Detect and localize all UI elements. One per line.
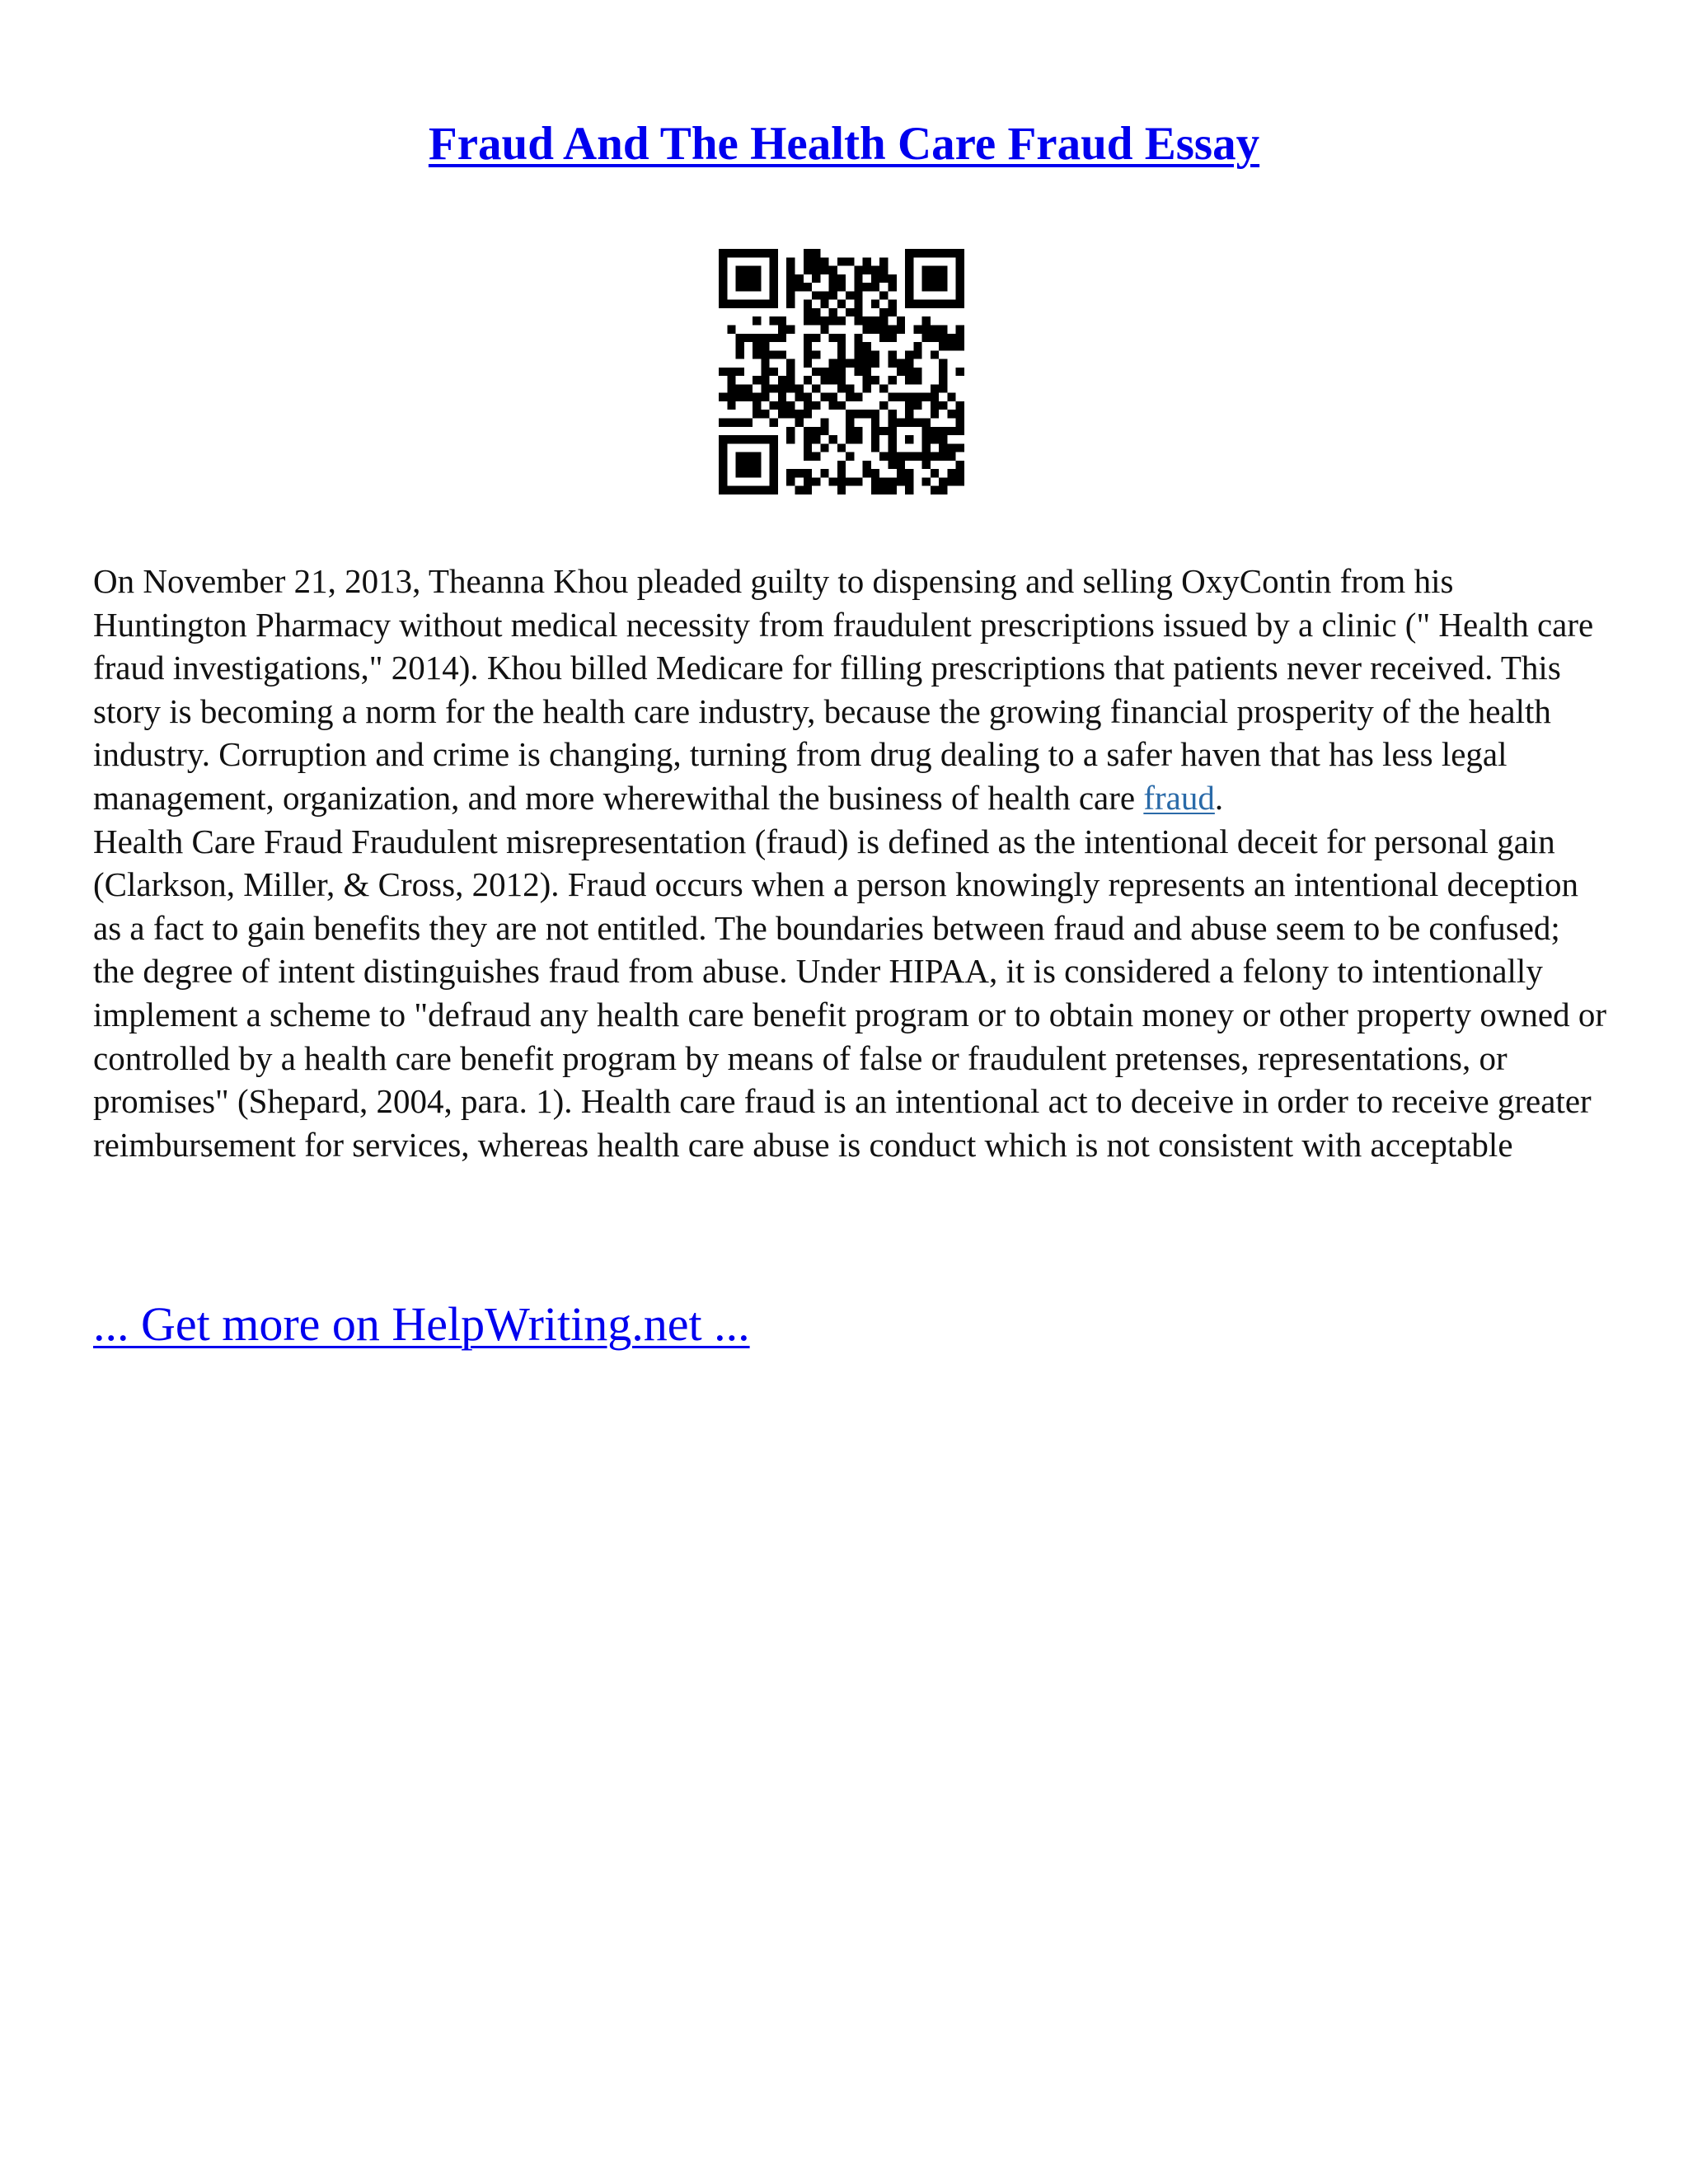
fraud-link[interactable]: fraud	[1143, 778, 1215, 817]
essay-body	[93, 560, 1610, 1166]
paragraph-1-end: .	[1214, 778, 1224, 817]
qr-code-icon	[719, 249, 964, 494]
title-container	[0, 115, 1688, 173]
get-more-link[interactable]: ... Get more on HelpWriting.net ...	[93, 1297, 750, 1351]
paragraph-1	[93, 560, 1610, 820]
paragraph-2: Health Care Fraud Fraudulent misrepresentation (fraud) is defined as the intentional deceit for personal gain (Clarkson, Miller, & Cross, 2012). Fraud occurs when a person knowingly represents an intentional deception as a fact to gain benefits they are not entitled. The boundaries between fraud and abuse seem to be confused; the degree of intent distinguishes fraud from abuse. Under HIPAA, it is considered a felony to intentionally implement a scheme to "defraud any health care benefit program or to obtain money or other property owned or controlled by a health care benefit program by means of false or fraudulent pretenses, representations, or promises" (Shepard, 2004, para. 1). Health care fraud is an intentional act to deceive in order to receive greater reimbursement for services, whereas health care abuse is conduct which is not consistent with acceptable	[93, 822, 1607, 1164]
document-title-link[interactable]: Fraud And The Health Care Fraud Essay	[428, 118, 1260, 170]
paragraph-1-text: On November 21, 2013, Theanna Khou pleaded guilty to dispensing and selling OxyContin from his Huntington Pharmacy without medical necessity from fraudulent prescriptions issued by a clinic (" Health care fraud investigations," 2014). Khou billed Medicare for filling prescriptions that patients never received. This story is becoming a norm for the health care industry, because the growing financial prosperity of the health industry. Corruption and crime is changing, turning from drug dealing to a safer haven that has less legal management, organization, and more wherewithal the business of health care	[93, 562, 1594, 817]
